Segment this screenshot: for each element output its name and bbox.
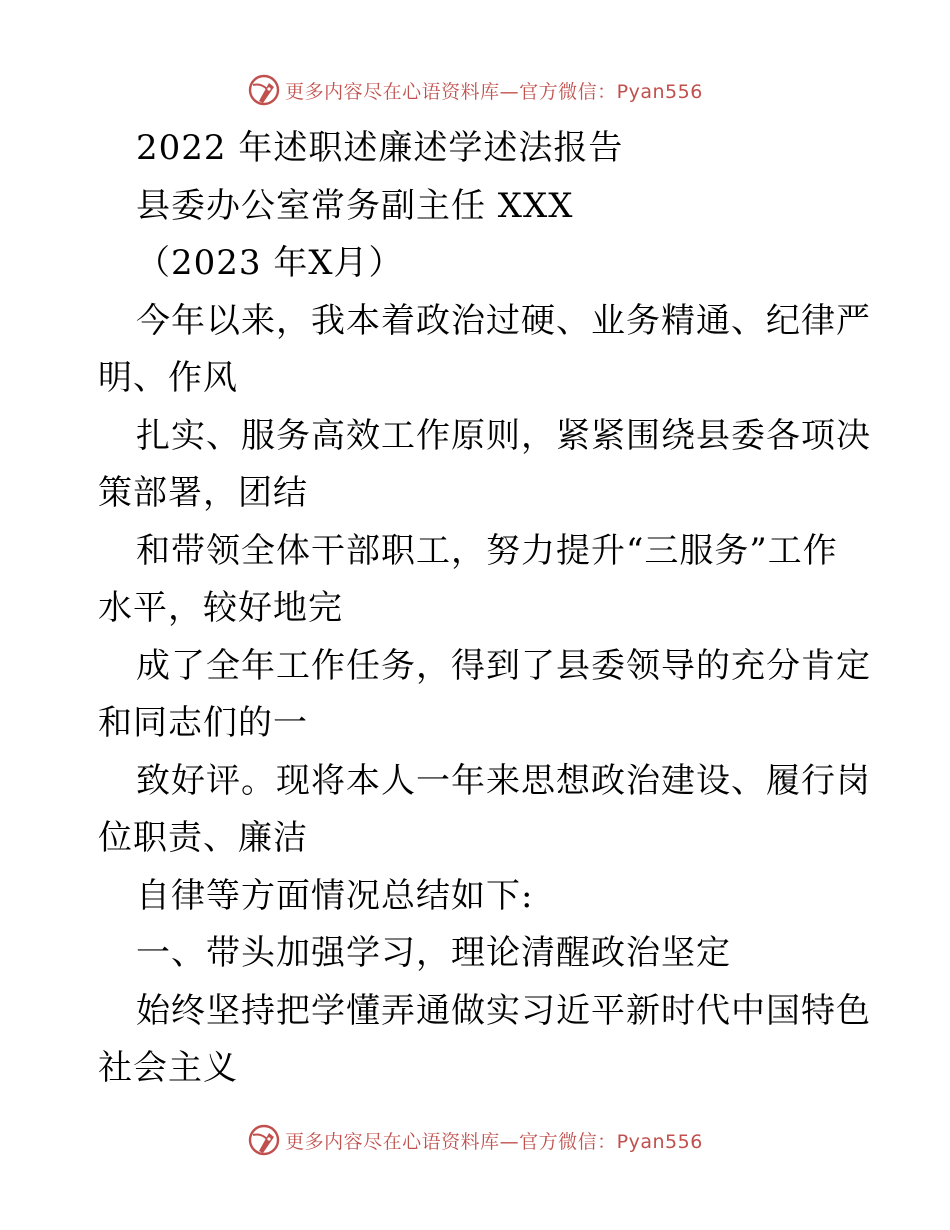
paragraph-line: 致好评。现将本人一年来思想政治建设、履行岗 <box>136 760 871 801</box>
pen-nib-circle-icon <box>247 73 281 107</box>
document-title: 2022 年述职述廉述学述法报告 <box>136 128 624 168</box>
paragraph-line: 明、作风 <box>98 358 238 398</box>
pen-nib-circle-icon <box>247 1123 281 1157</box>
date-line: （2023 年X月） <box>136 243 404 283</box>
paragraph-line: 策部署，团结 <box>98 473 308 513</box>
paragraph-line: 位职责、廉洁 <box>98 818 308 858</box>
watermark-text: 更多内容尽在心语资料库—官方微信：Pyan556 <box>285 80 703 103</box>
paragraph-line: 和带领全体干部职工，努力提升“三服务”工作 <box>136 530 838 571</box>
paragraph-line: 和同志们的一 <box>98 703 308 743</box>
paragraph-line: 自律等方面情况总结如下: <box>136 875 534 916</box>
paragraph-line: 社会主义 <box>98 1048 238 1088</box>
paragraph-line: 扎实、服务高效工作原则，紧紧围绕县委各项决 <box>136 415 871 456</box>
section-heading: 一、带头加强学习，理论清醒政治坚定 <box>136 933 731 973</box>
watermark-header <box>0 70 950 110</box>
watermark-footer <box>0 1120 950 1160</box>
paragraph-line: 成了全年工作任务，得到了县委领导的充分肯定 <box>136 645 871 686</box>
paragraph-line: 水平，较好地完 <box>98 588 343 628</box>
paragraph-line: 始终坚持把学懂弄通做实习近平新时代中国特色 <box>136 990 871 1031</box>
author-line: 县委办公室常务副主任 XXX <box>136 185 574 226</box>
document-body <box>98 120 871 1098</box>
watermark-text: 更多内容尽在心语资料库—官方微信：Pyan556 <box>285 1130 703 1153</box>
paragraph-line: 今年以来，我本着政治过硬、业务精通、纪律严 <box>136 300 871 341</box>
